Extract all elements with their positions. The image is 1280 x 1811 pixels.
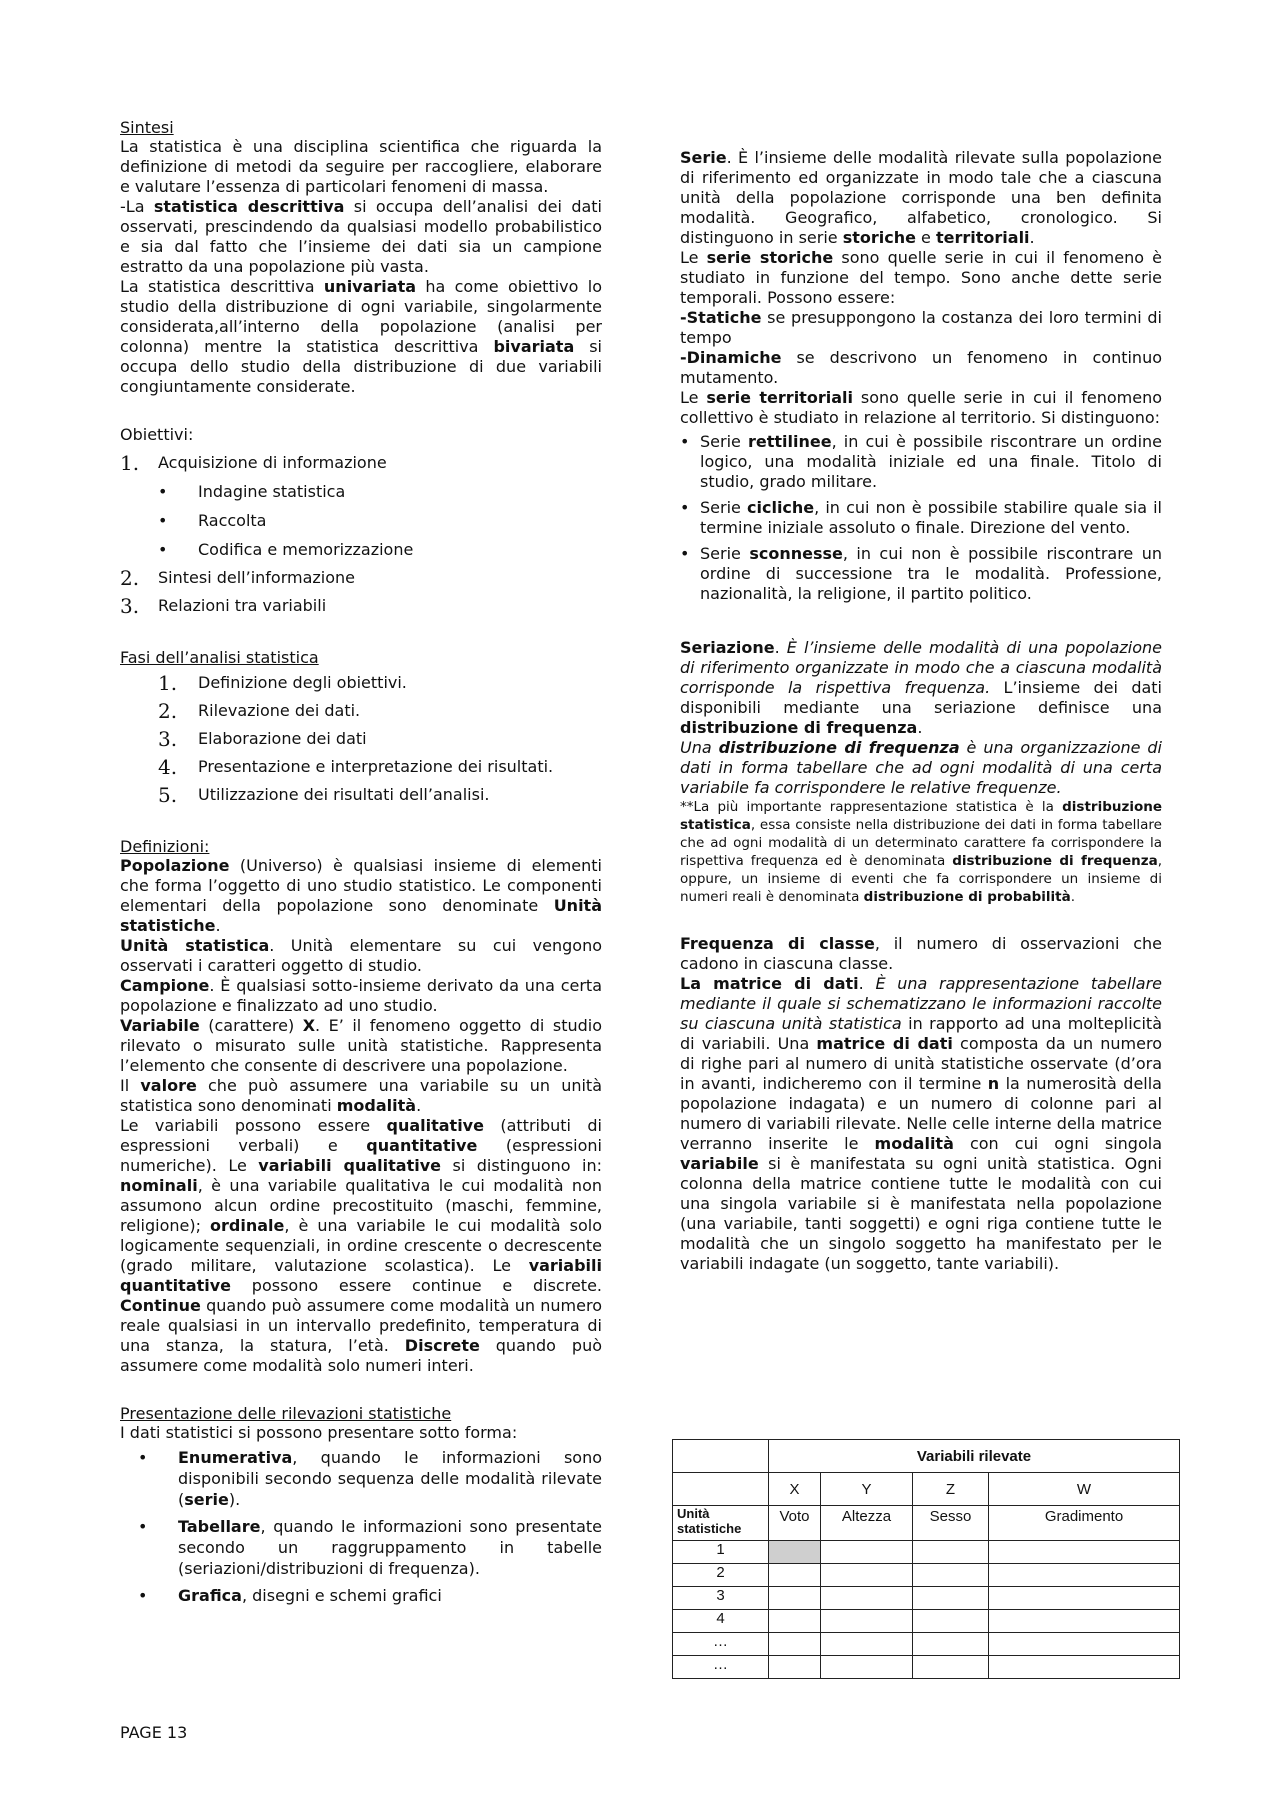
paragraph: La matrice di dati. È una rappresentazione tabellare mediante il quale si schematizzano le informazioni raccolte su ciascuna unità statistica in rapporto ad una molteplicità di variabili. Una matrice di dati composta da un numero di righe pari al numero di unità statistiche osservate (d’ora in avanti, indicheremo con il termine n la numerosità della popolazione indagata) e un numero di colonne pari al numero di variabili rilevate. Nelle celle interne della matrice verranno inserite le modalità con cui ogni singola variabile si è manifestata su ogni unità statistica. Ogni colonna della matrice contiene tutte le modalità con cui una singola variabile si è manifestata nella popolazione (una variabile, tanti soggetti) e ogni riga contiene tutte le modalità che un singolo soggetto ha manifestato per le variabili indagate (un soggetto, tante variabili). [680, 974, 1163, 1273]
phases-list [120, 669, 602, 809]
table-cell: Voto [769, 1506, 821, 1541]
table-cell: Gradimento [989, 1506, 1180, 1541]
row-number: 4 [673, 1610, 769, 1633]
paragraph: Variabile (carattere) X. E’ il fenomeno oggetto di studio rilevato o misurato sulle unità statistiche. Rappresenta l’elemento che consente di descrivere una popolazione. [120, 1016, 602, 1075]
paragraph: Seriazione. È l’insieme delle modalità di una popolazione di riferimento organizzate in modo che a ciascuna modalità corrisponde la rispettiva frequenza. L’insieme dei dati disponibili mediante una seriazione definisce una distribuzione di frequenza. [680, 638, 1163, 737]
table-cell [673, 1440, 769, 1473]
row-number: … [673, 1656, 769, 1679]
objectives-list-cont [120, 564, 602, 620]
table-cell: Altezza [821, 1506, 913, 1541]
bullet-icon: • [680, 432, 690, 451]
list-item: • Grafica, disegni e schemi grafici [138, 1586, 442, 1605]
list-item: 5. Utilizzazione dei risultati dell’analisi. [158, 783, 490, 807]
paragraph: I dati statistici si possono presentare sotto forma: [120, 1423, 518, 1442]
table-row [673, 1633, 1180, 1656]
row-number: 2 [673, 1564, 769, 1587]
paragraph: -Statiche se presuppongono la costanza dei loro termini di tempo [680, 308, 1162, 347]
list-item: 2. Sintesi dell’informazione [120, 566, 356, 590]
paragraph: Le serie storiche sono quelle serie in cui il fenomeno è studiato in funzione del tempo. Sono anche dette serie temporali. Possono essere: [680, 248, 1163, 307]
highlighted-cell [769, 1541, 821, 1564]
paragraph: La statistica descrittiva univariata ha come obiettivo lo studio della distribuzione di ogni variabile, singolarmente considerata,all’interno della popolazione (analisi per colonna) mentre la statistica descrittiva bivariata si occupa dello studio della distribuzione di due variabili congiuntamente considerate. [120, 277, 602, 396]
presentation-list [120, 1447, 602, 1606]
list-item: 4. Presentazione e interpretazione dei risultati. [158, 755, 554, 779]
table-cell: Sesso [913, 1506, 989, 1541]
paragraph: Campione. È qualsiasi sotto-insieme derivato da una certa popolazione e finalizzato ad uno studio. [120, 976, 602, 1015]
list-item: 1. Acquisizione di informazione [120, 451, 387, 475]
paragraph: -La statistica descrittiva si occupa dell’analisi dei dati osservati, prescindendo da qualsiasi modello probabilistico e sia dal fatto che l’insieme dei dati sia un campione estratto da una popolazione più vasta. [120, 197, 603, 276]
table-cell: Y [821, 1473, 913, 1506]
table-cell [673, 1473, 769, 1506]
list-item: 3. Relazioni tra variabili [120, 594, 327, 618]
list-item: • Codifica e memorizzazione [120, 535, 602, 564]
table-header: Variabili rilevate [769, 1440, 1180, 1473]
bullet-icon: • [158, 482, 168, 501]
section-title-obiettivi: Obiettivi: [120, 425, 194, 444]
table-row [673, 1440, 1180, 1473]
paragraph: Le serie territoriali sono quelle serie in cui il fenomeno collettivo è studiato in relazione al territorio. Si distinguono: [680, 388, 1163, 427]
table-row [673, 1541, 1180, 1564]
list-item: • Indagine statistica [120, 477, 602, 506]
row-number: … [673, 1633, 769, 1656]
table-row [673, 1506, 1180, 1541]
table-cell: X [769, 1473, 821, 1506]
paragraph: Una distribuzione di frequenza è una organizzazione di dati in forma tabellare che ad ogni modalità di una certa variabile fa corrispondere le relative frequenze. [680, 738, 1162, 797]
bullet-icon: • [138, 1586, 148, 1605]
list-item: 2. Rilevazione dei dati. [158, 699, 361, 723]
section-title-sintesi: Sintesi [120, 118, 174, 137]
note-paragraph: **La più importante rappresentazione statistica è la distribuzione statistica, essa consiste nella distribuzione dei dati in forma tabellare che ad ogni modalità di un determinato carattere fa corrispondere la rispettiva frequenza ed è denominata distribuzione di frequenza, oppure, un insieme di eventi che fa corrispondere un insieme di numeri reali è denominata distribuzione di probabilità. [680, 799, 1162, 905]
data-matrix-table [672, 1439, 1180, 1679]
objectives-sublist [120, 477, 602, 564]
row-number: 3 [673, 1587, 769, 1610]
list-item: • Enumerativa, quando le informazioni sono disponibili secondo sequenza delle modalità rilevate (serie). [138, 1448, 602, 1509]
table-row [673, 1587, 1180, 1610]
left-column [120, 118, 602, 1612]
bullet-icon: • [158, 511, 168, 530]
table-cell: Z [913, 1473, 989, 1506]
table-row [673, 1610, 1180, 1633]
paragraph: Unità statistica. Unità elementare su cui vengono osservati i caratteri oggetto di studio. [120, 936, 602, 975]
table-row [673, 1473, 1180, 1506]
paragraph: -Dinamiche se descrivono un fenomeno in continuo mutamento. [680, 348, 1162, 387]
page-footer: PAGE 13 [120, 1723, 188, 1742]
paragraph: Il valore che può assumere una variabile su un unità statistica sono denominati modalità. [120, 1076, 602, 1115]
section-title-definizioni: Definizioni: [120, 837, 210, 856]
section-title-fasi: Fasi dell’analisi statistica [120, 648, 319, 667]
list-item: • Serie sconnesse, in cui non è possibile riscontrare un ordine di successione tra le modalità. Professione, nazionalità, la religione, il partito politico. [680, 544, 1163, 603]
paragraph: La statistica è una disciplina scientifica che riguarda la definizione di metodi da seguire per raccogliere, elaborare e valutare l’essenza di particolari fenomeni di massa. [120, 137, 602, 196]
list-item: • Serie rettilinee, in cui è possibile riscontrare un ordine logico, una modalità iniziale ed una finale. Titolo di studio, grado militare. [680, 432, 1163, 491]
table-row [673, 1656, 1180, 1679]
objectives-list [120, 449, 602, 477]
section-title-presentazione: Presentazione delle rilevazioni statistiche [120, 1404, 452, 1423]
list-item: 3. Elaborazione dei dati [158, 727, 367, 751]
list-item: • Raccolta [120, 506, 602, 535]
paragraph: Serie. È l’insieme delle modalità rilevate sulla popolazione di riferimento ed organizzate in modo tale che a ciascuna unità della popolazione corrisponde una ben definita modalità. Geografico, alfabetico, cronologico. Si distinguono in serie storiche e territoriali. [680, 148, 1162, 247]
bullet-icon: • [138, 1517, 148, 1536]
table-cell: W [989, 1473, 1180, 1506]
list-item: • Tabellare, quando le informazioni sono presentate secondo un raggruppamento in tabelle (seriazioni/distribuzioni di frequenza). [138, 1517, 602, 1578]
bullet-icon: • [138, 1448, 148, 1467]
paragraph: Le variabili possono essere qualitative (attributi di espressioni verbali) e quantitative (espressioni numeriche). Le variabili qualitative si distinguono in: nominali, è una variabile qualitativa le cui modalità non assumono alcun ordine precostituito (maschi, femmine, religione); ordinale, è una variabile le cui modalità solo logicamente sequenziali, in ordine crescente o decrescente (grado militare, valutazione scolastica). Le variabili quantitative possono essere continue e discrete. Continue quando può assumere come modalità un numero reale qualsiasi in un intervallo predefinito, temperatura di una stanza, la statura, l’età. Discrete quando può assumere come modalità solo numeri interi. [120, 1116, 603, 1375]
paragraph: Popolazione (Universo) è qualsiasi insieme di elementi che forma l’oggetto di uno studio statistico. Le componenti elementari della popolazione sono denominate Unità statistiche. [120, 856, 602, 935]
list-item: 1. Definizione degli obiettivi. [158, 671, 407, 695]
paragraph: Frequenza di classe, il numero di osservazioni che cadono in ciascuna classe. [680, 934, 1163, 973]
bullet-icon: • [158, 540, 168, 559]
row-header-label: Unità statistiche [673, 1506, 769, 1541]
list-item: • Serie cicliche, in cui non è possibile stabilire quale sia il termine iniziale assoluto o finale. Direzione del vento. [680, 498, 1163, 537]
bullet-icon: • [680, 544, 690, 563]
row-number: 1 [673, 1541, 769, 1564]
right-column [680, 148, 1162, 1274]
territorial-series-list [680, 432, 1162, 604]
table-row [673, 1564, 1180, 1587]
bullet-icon: • [680, 498, 690, 517]
